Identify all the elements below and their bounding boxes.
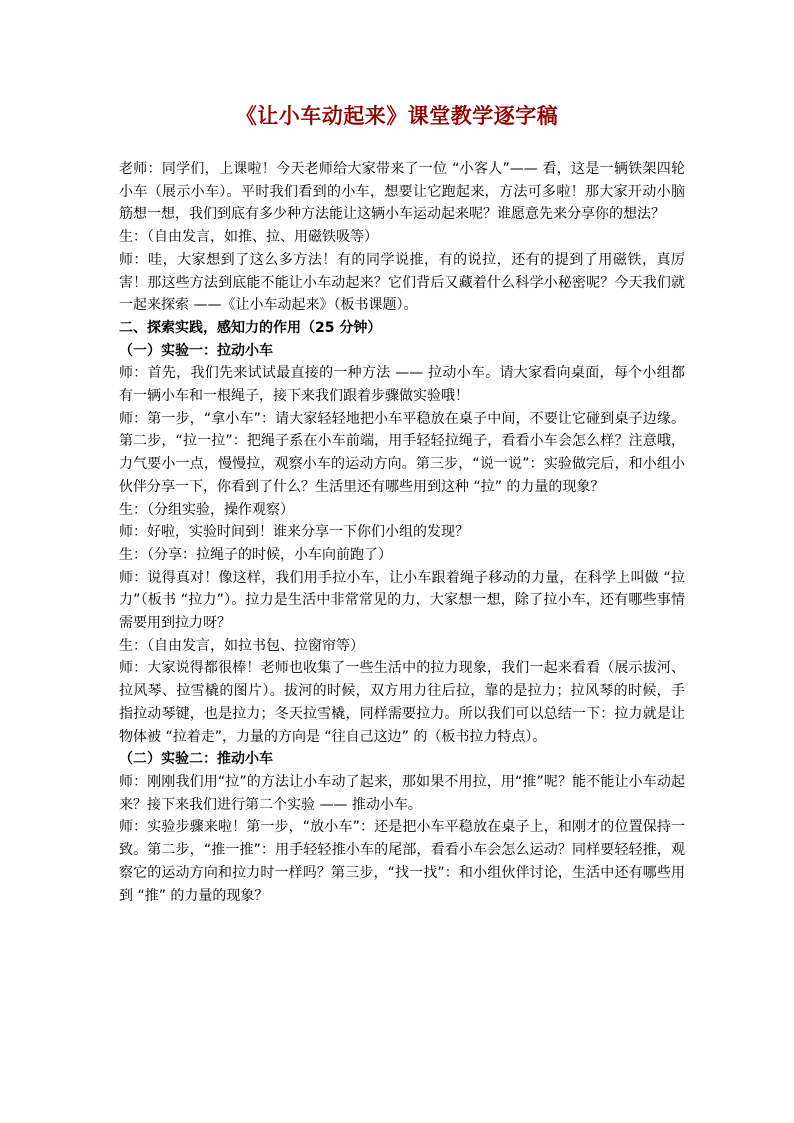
paragraph-student-share: 生：（分享：拉绳子的时候，小车向前跑了） [119, 546, 392, 563]
document-body [119, 158, 685, 907]
paragraph-push-intro: 师：刚刚我们用“拉”的方法让小车动了起来，那如果不用拉，用“推”呢？能不能让小车动起来？接下来我们进行第二个实验 —— 推动小车。 [119, 773, 685, 813]
paragraph-pull-force: 师：说得真对！像这样，我们用手拉小车，让小车跟着绳子移动的力量，在科学上叫做 “拉力”（板书 “拉力”）。拉力是生活中非常常见的力，大家想一想，除了拉小车，还有哪些事情需要用到拉力呀？ [119, 569, 685, 632]
subsection-heading-pull: （一）实验一：拉动小车 [119, 342, 273, 359]
paragraph-teacher-topic: 师：哇，大家想到了这么多方法！有的同学说推，有的说拉，还有的提到了用磁铁，真厉害！那这些方法到底能不能让小车动起来？它们背后又藏着什么科学小秘密呢？今天我们就一起来探索 ——《让小车动起来》（板书课题）。 [119, 251, 685, 314]
paragraph-teacher-intro: 老师：同学们，上课啦！今天老师给大家带来了一位 “小客人”—— 看，这是一辆铁架四轮小车（展示小车）。平时我们看到的小车，想要让它跑起来，方法可多啦！那大家开动小脑筋想一想，我们到底有多少种方法能让这辆小车运动起来呢？谁愿意先来分享你的想法？ [119, 161, 685, 223]
paragraph-push-steps: 师：实验步骤来啦！第一步，“放小车”：还是把小车平稳放在桌子上，和刚才的位置保持一致。第二步，“推一推”：用手轻轻推小车的尾部，看看小车会怎么运动？同样要轻轻推，观察它的运动方向和拉力时一样吗？第三步，“找一找”：和小组伙伴讨论，生活中还有哪些用到 “推” 的力量的现象？ [119, 819, 685, 904]
paragraph-student-experiment: 生：（分组实验，操作观察） [119, 501, 294, 518]
paragraph-pull-summary: 师：大家说得都很棒！老师也收集了一些生活中的拉力现象，我们一起来看看（展示拔河、拉风琴、拉雪橇的图片）。拔河的时候，双方用力往后拉，靠的是拉力；拉风琴的时候，手指拉动琴键，也是拉力；冬天拉雪橇，同样需要拉力。所以我们可以总结一下：拉力就是让物体被 “拉着走”，力量的方向是 “往自己这边” 的（板书拉力特点）。 [119, 660, 685, 745]
paragraph-student-response: 生：（自由发言，如推、拉、用磁铁吸等） [119, 229, 378, 246]
paragraph-pull-steps: 师：第一步，“拿小车”：请大家轻轻地把小车平稳放在桌子中间，不要让它碰到桌子边缘。第二步，“拉一拉”：把绳子系在小车前端，用手轻轻拉绳子，看看小车会怎么样？注意哦，力气要小一点，慢慢拉，观察小车的运动方向。第三步，“说一说”：实验做完后，和小组小伙伴分享一下，你看到了什么？生活里还有哪些用到这种 “拉” 的力量的现象？ [119, 410, 685, 495]
subsection-heading-push: （二）实验二：推动小车 [119, 751, 273, 768]
document-title: 《让小车动起来》课堂教学逐字稿 [235, 103, 559, 128]
paragraph-pull-intro: 师：首先，我们先来试试最直接的一种方法 —— 拉动小车。请大家看向桌面，每个小组都有一辆小车和一根绳子，接下来我们跟着步骤做实验哦！ [119, 365, 685, 405]
paragraph-teacher-share: 师：好啦，实验时间到！谁来分享一下你们小组的发现？ [119, 524, 469, 541]
section-heading: 二、探索实践，感知力的作用（25 分钟） [119, 319, 382, 336]
paragraph-student-examples: 生：（自由发言，如拉书包、拉窗帘等） [119, 637, 364, 654]
